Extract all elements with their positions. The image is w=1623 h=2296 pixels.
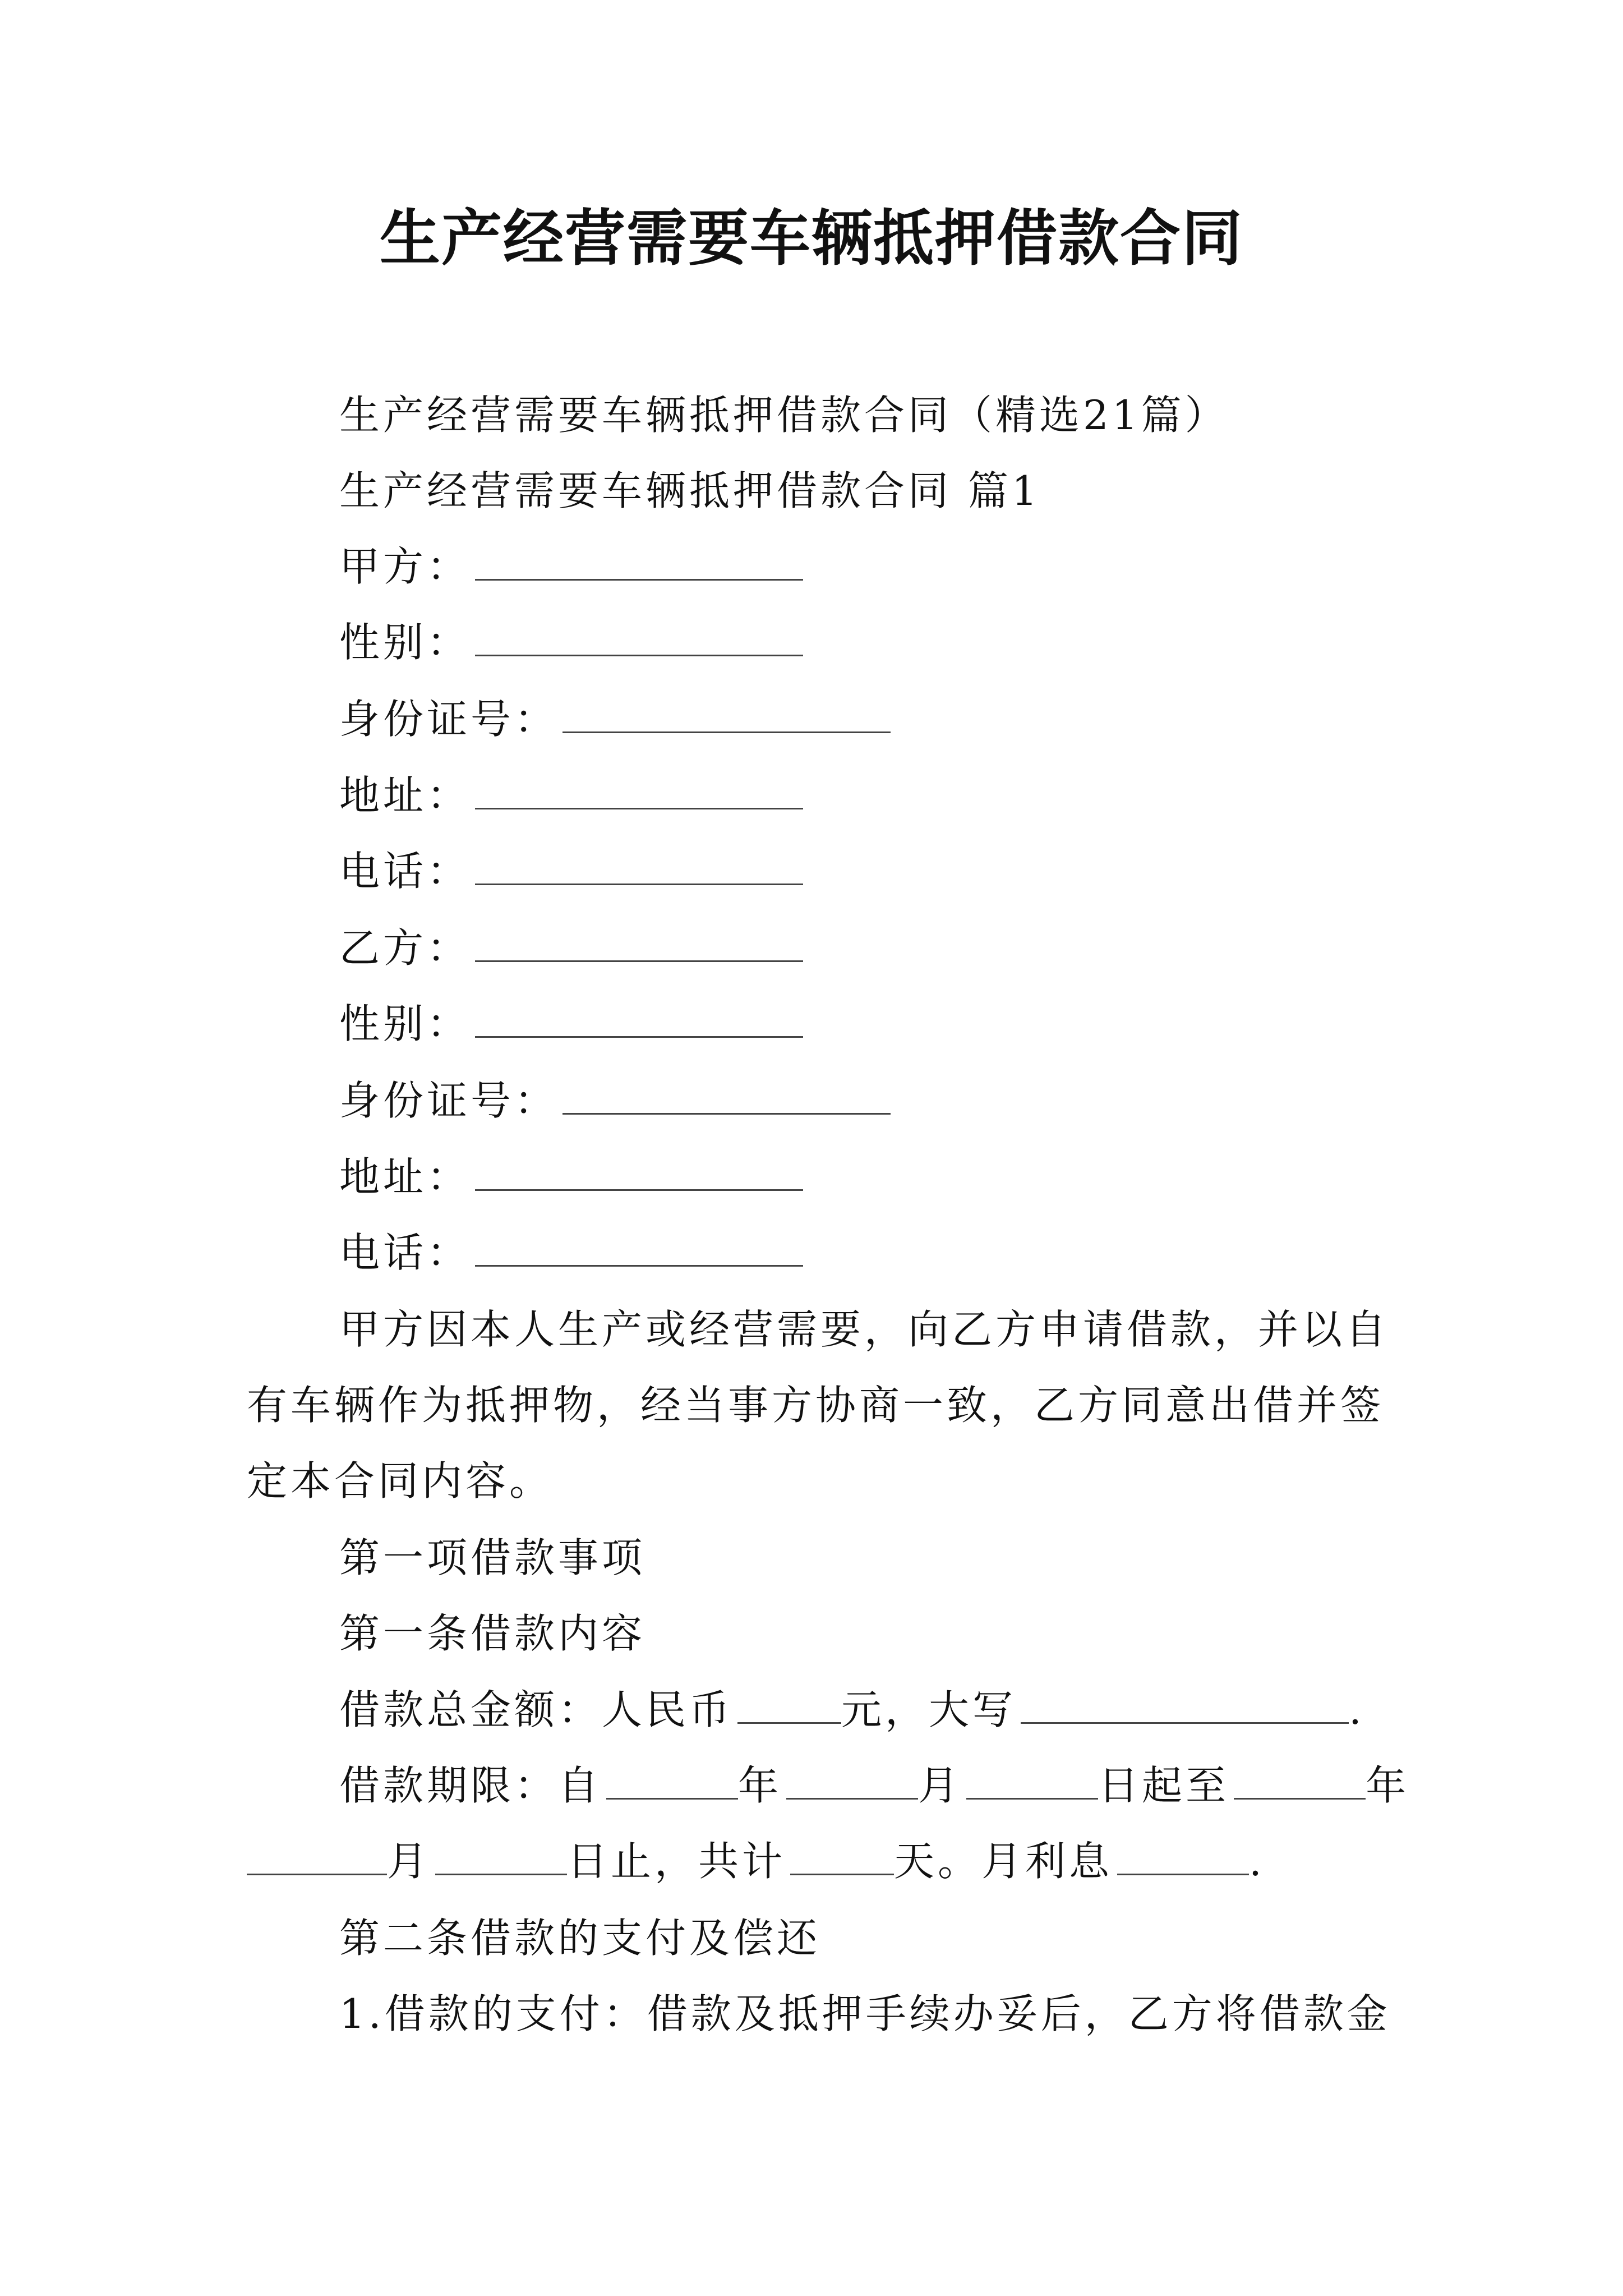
loan-amount-blank[interactable] xyxy=(737,1686,841,1724)
party-a-label: 甲方： xyxy=(339,543,471,590)
party-b-phone-row xyxy=(339,1225,803,1281)
party-b-gender-row xyxy=(339,996,803,1052)
loan-term-day-from-text: 日起至 xyxy=(1098,1762,1230,1809)
loan-amount-unit: 元，大写 xyxy=(841,1686,1017,1733)
party-a-blank[interactable] xyxy=(475,543,803,581)
party-b-id-label: 身份证号： xyxy=(339,1077,559,1124)
article1-heading: 第一条借款内容 xyxy=(339,1610,646,1657)
party-b-address-row xyxy=(339,1149,803,1205)
loan-term-label: 借款期限：自 xyxy=(339,1762,602,1809)
party-b-row xyxy=(339,920,803,976)
loan-term-end: . xyxy=(1249,1838,1265,1885)
loan-term-row-1 xyxy=(339,1757,1409,1814)
loan-term-row-2 xyxy=(247,1833,1265,1889)
party-a-phone-row xyxy=(339,843,803,899)
party-a-gender-row xyxy=(339,614,803,670)
intro-line-2: 有车辆作为抵押物，经当事方协商一致，乙方同意出借并签 xyxy=(247,1382,1385,1429)
loan-term-end-month-blank[interactable] xyxy=(247,1838,387,1875)
party-a-gender-label: 性别： xyxy=(339,619,471,666)
party-b-gender-blank[interactable] xyxy=(475,1000,803,1038)
loan-term-start-year-blank[interactable] xyxy=(606,1762,738,1800)
loan-amount-end: . xyxy=(1349,1686,1365,1733)
loan-term-year2-text: 年 xyxy=(1366,1762,1410,1809)
party-a-row xyxy=(339,539,803,595)
intro-line-3: 定本合同内容。 xyxy=(247,1457,554,1504)
loan-term-days-text: 天。月利息 xyxy=(894,1838,1113,1885)
party-a-phone-blank[interactable] xyxy=(475,848,803,885)
loan-term-day-to-text: 日止，共计 xyxy=(567,1838,786,1885)
loan-term-end-year-blank[interactable] xyxy=(1234,1762,1366,1800)
party-a-address-label: 地址： xyxy=(339,772,471,819)
document-title: 生产经营需要车辆抵押借款合同 xyxy=(379,203,1243,274)
item1-heading: 第一项借款事项 xyxy=(339,1534,646,1581)
party-b-label: 乙方： xyxy=(339,924,471,972)
document-subtitle: 生产经营需要车辆抵押借款合同（精选21篇） xyxy=(339,392,1229,439)
party-a-gender-blank[interactable] xyxy=(475,619,803,656)
loan-term-start-month-blank[interactable] xyxy=(786,1762,918,1800)
party-a-id-row xyxy=(339,691,891,747)
loan-amount-words-blank[interactable] xyxy=(1021,1686,1349,1724)
loan-amount-label: 借款总金额：人民币 xyxy=(339,1686,734,1733)
article2-heading: 第二条借款的支付及偿还 xyxy=(339,1915,821,1962)
loan-term-end-day-blank[interactable] xyxy=(435,1838,567,1875)
party-b-address-label: 地址： xyxy=(339,1153,471,1200)
party-a-id-blank[interactable] xyxy=(562,696,891,733)
loan-amount-row xyxy=(339,1682,1365,1738)
party-b-gender-label: 性别： xyxy=(339,1000,471,1047)
loan-term-days-blank[interactable] xyxy=(790,1838,894,1875)
party-b-address-blank[interactable] xyxy=(475,1153,803,1191)
party-b-id-row xyxy=(339,1073,891,1129)
payment-line: 1.借款的支付：借款及抵押手续办妥后，乙方将借款金 xyxy=(339,1990,1391,2037)
loan-term-start-day-blank[interactable] xyxy=(966,1762,1098,1800)
monthly-interest-blank[interactable] xyxy=(1117,1838,1249,1875)
party-b-id-blank[interactable] xyxy=(562,1077,891,1115)
party-a-phone-label: 电话： xyxy=(339,848,471,895)
section-heading: 生产经营需要车辆抵押借款合同 篇1 xyxy=(339,467,1041,514)
party-a-address-blank[interactable] xyxy=(475,772,803,809)
loan-term-year-text: 年 xyxy=(738,1762,782,1809)
party-b-phone-blank[interactable] xyxy=(475,1229,803,1267)
loan-term-month2-text: 月 xyxy=(387,1838,431,1885)
party-b-blank[interactable] xyxy=(475,924,803,962)
party-a-id-label: 身份证号： xyxy=(339,696,559,743)
party-a-address-row xyxy=(339,767,803,823)
party-b-phone-label: 电话： xyxy=(339,1229,471,1276)
loan-term-month-text: 月 xyxy=(918,1762,962,1809)
intro-line-1: 甲方因本人生产或经营需要，向乙方申请借款，并以自 xyxy=(339,1306,1390,1353)
